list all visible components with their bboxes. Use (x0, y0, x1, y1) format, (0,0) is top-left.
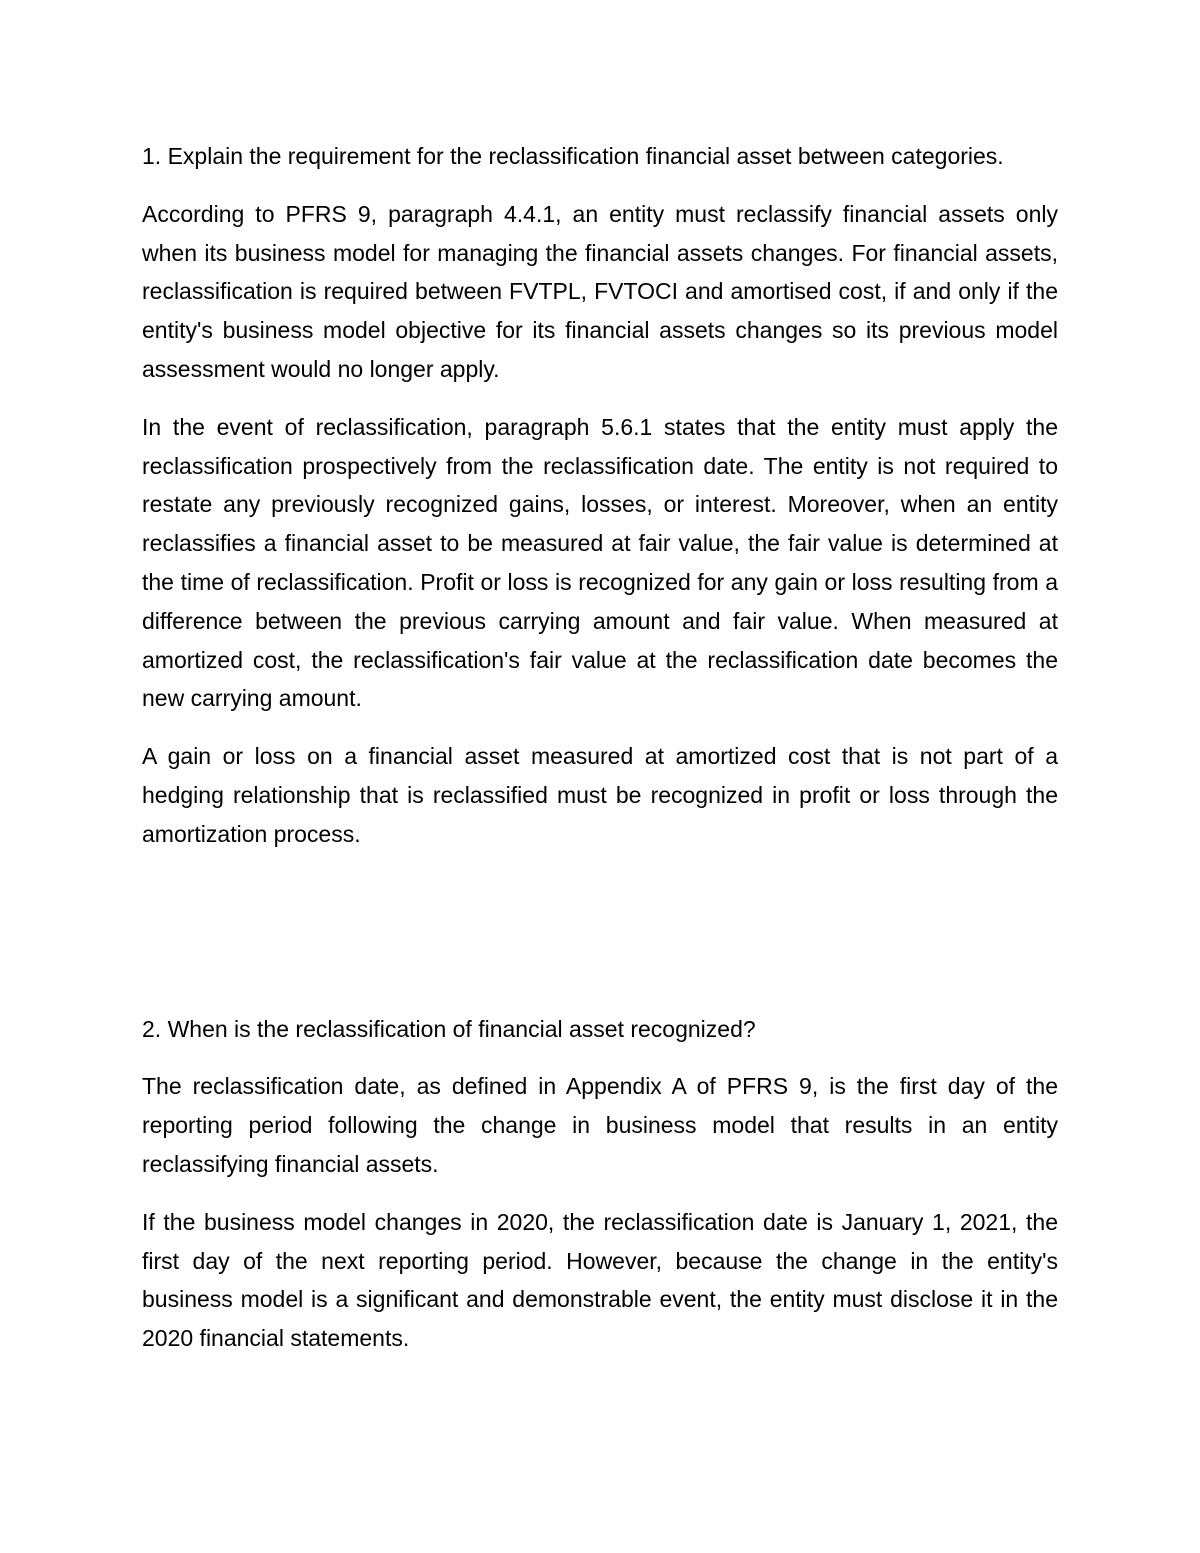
answer-1-paragraph-2: In the event of reclassification, paragraph 5.6.1 states that the entity must apply the reclassification prospectively from the reclassification date. The entity is not required to restate any previously recognized gains, losses, or interest. Moreover, when an entity reclassifies a financial asset to be measured at fair value, the fair value is determined at the time of reclassification. Profit or loss is recognized for any gain or loss resulting from a difference between the previous carrying amount and fair value. When measured at amortized cost, the reclassification's fair value at the reclassification date becomes the new carrying amount. (142, 413, 1058, 712)
section-spacer (142, 873, 1058, 1010)
answer-1-paragraph-3: A gain or loss on a financial asset measured at amortized cost that is not part of a hedging relationship that is reclassified must be recognized in profit or loss through the amortization process. (142, 743, 1058, 847)
question-2: 2. When is the reclassification of financial asset recognized? (142, 1015, 756, 1042)
answer-1-paragraph-1: According to PFRS 9, paragraph 4.4.1, an entity must reclassify financial assets only when its business model for managing the financial assets changes. For financial assets, reclassification is required between FVTPL, FVTOCI and amortised cost, if and only if the entity's business model objective for its financial assets changes so its previous model assessment would no longer apply. (142, 200, 1058, 382)
question-1: 1. Explain the requirement for the reclassification financial asset between categories. (142, 143, 1004, 169)
answer-2-paragraph-2: If the business model changes in 2020, the reclassification date is January 1, 2021, the first day of the next reporting period. However, because the change in the entity's business model is a significant and demonstrable event, the entity must disclose it in the 2020 financial statements. (142, 1208, 1058, 1352)
document-page (142, 137, 1058, 1377)
answer-2-paragraph-1: The reclassification date, as defined in Appendix A of PFRS 9, is the first day of the reporting period following the change in business model that results in an entity reclassifying financial assets. (142, 1073, 1058, 1177)
